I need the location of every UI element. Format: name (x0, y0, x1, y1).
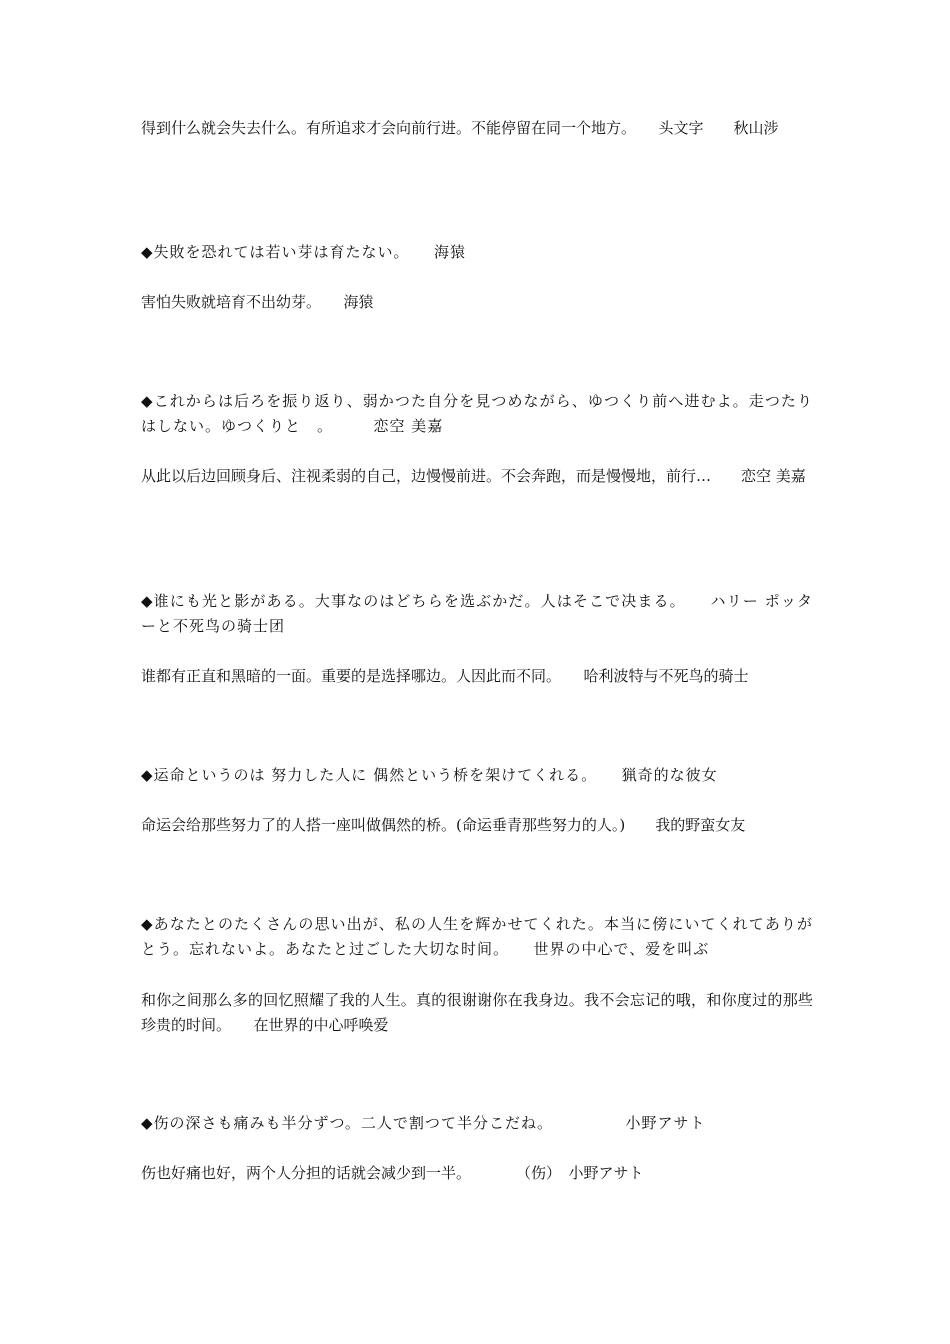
quote-translation-initial-d: 得到什么就会失去什么。有所追求才会向前行进。不能停留在同一个地方。 头文字 秋山涉 (141, 119, 779, 137)
quote-harry-potter-japanese: ◆谁にも光と影がある。大事なのはどちらを选ぶかだ。人はそこで决まる。 ハリー ポッターと不死鸟の骑士团 (141, 592, 813, 635)
quote-umizaru-japanese: ◆失敗を恐れては若い芽は育たない。 海猿 (141, 243, 467, 261)
quote-sassy-girl-japanese: ◆运命というのは 努力した人に 偶然という桥を架けてくれる。 猟奇的な彼女 (141, 766, 718, 784)
quote-umizaru-translation: 害怕失败就培育不出幼芽。 海猿 (141, 293, 374, 311)
quote-ono-asato-japanese: ◆伤の深さも痛みも半分ずつ。二人で割つて半分こだね。 小野アサト (141, 1114, 706, 1132)
quote-crying-out-love-translation: 和你之间那么多的回忆照耀了我的人生。真的很谢谢你在我身边。我不会忘记的哦，和你度过的那些珍贵的时间。 在世界的中心呼唤爱 (141, 991, 813, 1034)
quote-ono-asato-translation: 伤也好痛也好，两个人分担的话就会减少到一半。 （伤） 小野アサト (141, 1164, 644, 1182)
quote-crying-out-love-japanese: ◆あなたとのたくさんの思い出が、私の人生を辉かせてくれた。本当に傍にいてくれてありがとう。忘れないよ。あなたと过ごした大切な时间。 世界の中心で、爱を叫ぶ (141, 915, 813, 958)
quote-koizora-translation: 从此以后边回顾身后、注视柔弱的自己，边慢慢前进。不会奔跑，而是慢慢地，前行… 恋空 美嘉 (141, 467, 806, 485)
quote-harry-potter-translation: 谁都有正直和黑暗的一面。重要的是选择哪边。人因此而不同。 哈利波特与不死鸟的骑士 (141, 667, 749, 685)
quote-koizora-japanese: ◆これからは后ろを振り返り、弱かつた自分を見つめながら、ゆつくり前へ进むよ。走つたりはしない。ゆつくりと 。 恋空 美嘉 (141, 392, 813, 435)
quote-sassy-girl-translation: 命运会给那些努力了的人搭一座叫做偶然的桥。(命运垂青那些努力的人。) 我的野蛮女友 (141, 816, 746, 834)
